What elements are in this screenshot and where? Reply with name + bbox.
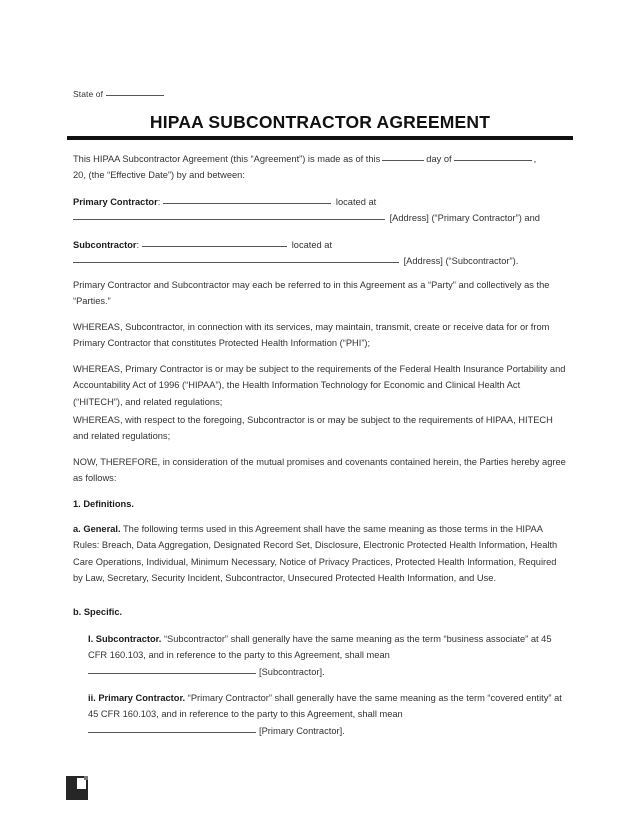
intro-text-part2: day of bbox=[426, 154, 452, 164]
item-a-general bbox=[73, 521, 567, 587]
primary-contractor-definition-field[interactable] bbox=[88, 732, 256, 733]
intro-paragraph: This HIPAA Subcontractor Agreement (this “Agreement”) is made as of this day of , 20, (the “Effective Date”) by and between: bbox=[73, 154, 537, 181]
primary-address-tail: [Address] (“Primary Contractor”) and bbox=[389, 213, 540, 224]
subcontractor-block: Subcontractor: located at [Address] (“Subcontractor”). bbox=[73, 240, 519, 267]
state-of-line bbox=[73, 89, 164, 99]
sub-located-at-label: located at bbox=[291, 240, 333, 250]
sub-address-tail: [Address] (“Subcontractor”). bbox=[403, 256, 519, 267]
item-b-i-subcontractor bbox=[88, 631, 567, 680]
item-b-ii-text: “Primary Contractor” shall generally have the same meaning as the term “covered entity” at 45 CFR 160.103, and in reference to the party to this Agreement, shall mean bbox=[88, 693, 562, 720]
item-b-i-text: “Subcontractor” shall generally have the same meaning as the term “business associate” at 45 CFR 160.103, and in reference to the party to this Agreement, shall mean bbox=[88, 634, 552, 661]
item-b-ii-label: ii. Primary Contractor. bbox=[88, 693, 186, 703]
state-of-label: State of bbox=[73, 89, 104, 99]
party-clause-paragraph: Primary Contractor and Subcontractor may each be referred to in this Agreement as a “Party” and collectively as the “Parties.” bbox=[73, 280, 550, 307]
intro-text-part1: This HIPAA Subcontractor Agreement (this “Agreement”) is made as of this bbox=[73, 154, 381, 164]
legal-templates-logo bbox=[66, 776, 88, 800]
primary-contractor-name-field[interactable] bbox=[163, 203, 331, 204]
title-divider bbox=[67, 136, 573, 140]
subcontractor-address-field[interactable] bbox=[73, 262, 399, 263]
day-blank-field[interactable] bbox=[382, 160, 424, 161]
primary-contractor-block: Primary Contractor: located at [Address] (“Primary Contractor”) and bbox=[73, 197, 540, 224]
intro-text-part3: 20, (the “Effective Date”) by and between: bbox=[73, 170, 245, 181]
primary-contractor-label: Primary Contractor bbox=[73, 197, 158, 207]
page-title: HIPAA SUBCONTRACTOR AGREEMENT bbox=[149, 112, 491, 132]
subcontractor-definition-field[interactable] bbox=[88, 673, 256, 674]
primary-contractor-address-field[interactable] bbox=[73, 219, 385, 220]
item-b-i-tail: [Subcontractor]. bbox=[259, 666, 325, 677]
logo-step-shape bbox=[84, 776, 88, 780]
section-1-heading bbox=[73, 496, 567, 512]
state-blank-field[interactable] bbox=[106, 95, 164, 96]
primary-located-at-label: located at bbox=[335, 197, 377, 207]
subcontractor-name-field[interactable] bbox=[142, 246, 287, 247]
whereas-paragraph-1: WHEREAS, Subcontractor, in connection with its services, may maintain, transmit, create or receive data for or from Primary Contractor that constitutes Protected Health Information (“PHI”); bbox=[73, 322, 550, 349]
item-a-text: The following terms used in this Agreement shall have the same meaning as those terms in the HIPAA Rules: Breach, Data Aggregation, Designated Record Set, Disclosure, Electronic Protected Health Information, Health Care Operations, Individual, Minimum Necessary, Notice of Privacy Practices, Protected Health Information, Required by Law, Secretary, Security Incident, Subcontractor, Unsecured Protected Health Information, and Use. bbox=[73, 524, 558, 584]
whereas-paragraph-2: WHEREAS, Primary Contractor is or may be subject to the requirements of the Federal Health Insurance Portability and Accountability Act of 1996 (“HIPAA”), the Health Information Technology for Economic and Clinical Health Act (“HITECH”), and related regulations; bbox=[73, 364, 566, 407]
item-b-i-label: I. Subcontractor. bbox=[88, 634, 162, 644]
subcontractor-label: Subcontractor bbox=[73, 240, 137, 250]
item-b-ii-primary-contractor bbox=[88, 690, 567, 739]
section-1-heading-text: 1. Definitions. bbox=[73, 499, 134, 509]
item-b-label: b. Specific. bbox=[73, 607, 123, 617]
month-blank-field[interactable] bbox=[454, 160, 532, 161]
item-b-ii-tail: [Primary Contractor]. bbox=[259, 725, 345, 736]
whereas-paragraph-3: WHEREAS, with respect to the foregoing, Subcontractor is or may be subject to the requirements of HIPAA, HITECH and related regulations; bbox=[73, 415, 553, 442]
item-a-label: a. General. bbox=[73, 524, 121, 534]
now-therefore-paragraph: NOW, THEREFORE, in consideration of the mutual promises and covenants contained herein, the Parties hereby agree as follows: bbox=[73, 457, 566, 484]
item-b-specific bbox=[73, 604, 567, 620]
